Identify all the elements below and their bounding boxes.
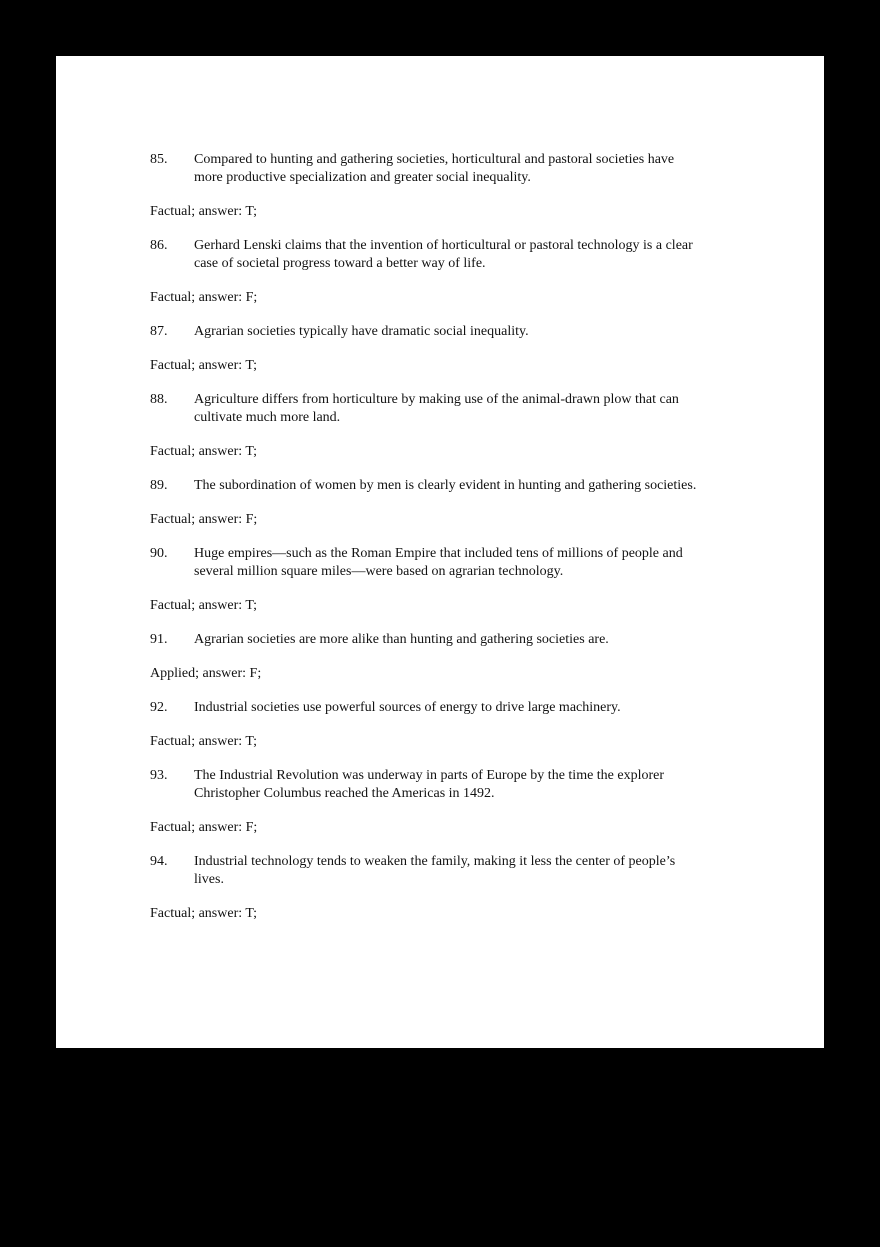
question-item xyxy=(150,391,784,461)
question-text-line: Agriculture differs from horticulture by making use of the animal-drawn plow that can xyxy=(194,392,679,407)
question-item xyxy=(150,151,784,221)
question-text-line: Industrial societies use powerful sources of energy to drive large machinery. xyxy=(194,700,621,715)
answer-line: Factual; answer: F; xyxy=(150,290,258,305)
answer-line: Factual; answer: T; xyxy=(150,598,258,613)
question-item xyxy=(150,767,784,837)
document-page xyxy=(56,56,824,1048)
question-text-line: Huge empires—such as the Roman Empire that included tens of millions of people and xyxy=(194,546,683,561)
question-item xyxy=(150,853,784,923)
question-text xyxy=(194,477,784,495)
answer-line: Factual; answer: T; xyxy=(150,444,258,459)
question-item xyxy=(150,477,784,529)
question-number: 91. xyxy=(150,632,168,647)
question-item xyxy=(150,699,784,751)
question-number: 90. xyxy=(150,546,168,561)
question-text xyxy=(194,767,784,803)
question-text xyxy=(194,237,784,273)
question-text-line: several million square miles—were based on agrarian technology. xyxy=(194,564,564,579)
question-item xyxy=(150,323,784,375)
question-item xyxy=(150,237,784,307)
question-text-line: The Industrial Revolution was underway in parts of Europe by the time the explorer xyxy=(194,768,665,783)
answer-line: Factual; answer: T; xyxy=(150,204,258,219)
question-text-line: lives. xyxy=(194,872,224,887)
question-text-line: Compared to hunting and gathering societies, horticultural and pastoral societies have xyxy=(194,152,675,167)
question-number: 86. xyxy=(150,238,168,253)
answer-line: Factual; answer: F; xyxy=(150,512,258,527)
question-text xyxy=(194,323,784,341)
answer-line: Factual; answer: F; xyxy=(150,820,258,835)
question-text-line: The subordination of women by men is clearly evident in hunting and gathering societies. xyxy=(194,478,697,493)
question-item xyxy=(150,631,784,683)
question-number: 87. xyxy=(150,324,168,339)
question-list xyxy=(56,56,824,923)
question-text-line: case of societal progress toward a better way of life. xyxy=(194,256,486,271)
question-text-line: Industrial technology tends to weaken the family, making it less the center of people’s xyxy=(194,854,676,869)
question-number: 88. xyxy=(150,392,168,407)
answer-line: Factual; answer: T; xyxy=(150,906,258,921)
question-item xyxy=(150,545,784,615)
question-text-line: Gerhard Lenski claims that the invention of horticultural or pastoral technology is a clear xyxy=(194,238,693,253)
question-text xyxy=(194,545,784,581)
answer-line: Factual; answer: T; xyxy=(150,734,258,749)
question-text xyxy=(194,853,784,889)
answer-line: Factual; answer: T; xyxy=(150,358,258,373)
question-number: 93. xyxy=(150,768,168,783)
question-text-line: Agrarian societies typically have dramatic social inequality. xyxy=(194,324,529,339)
question-text-line: cultivate much more land. xyxy=(194,410,341,425)
question-number: 94. xyxy=(150,854,168,869)
question-text xyxy=(194,699,784,717)
question-text-line: more productive specialization and greater social inequality. xyxy=(194,170,531,185)
question-text xyxy=(194,631,784,649)
question-number: 85. xyxy=(150,152,168,167)
question-text-line: Christopher Columbus reached the Americas in 1492. xyxy=(194,786,495,801)
question-text-line: Agrarian societies are more alike than hunting and gathering societies are. xyxy=(194,632,609,647)
question-text xyxy=(194,151,784,187)
question-number: 92. xyxy=(150,700,168,715)
question-number: 89. xyxy=(150,478,168,493)
question-text xyxy=(194,391,784,427)
answer-line: Applied; answer: F; xyxy=(150,666,262,681)
